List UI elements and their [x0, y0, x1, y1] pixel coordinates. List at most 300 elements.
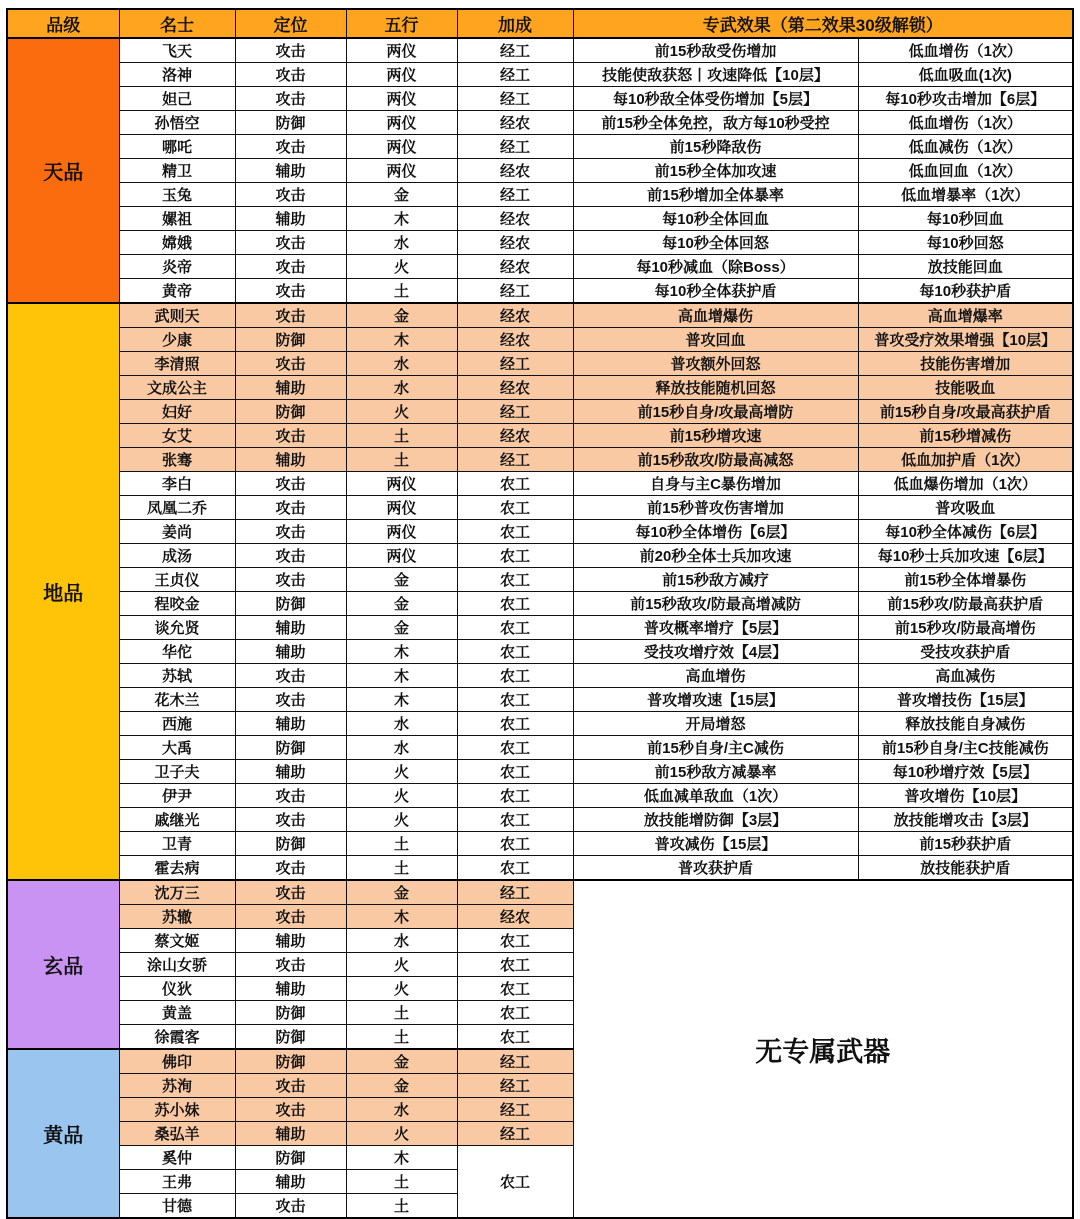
name-cell: 沈万三	[119, 880, 235, 905]
effect1-cell: 普攻概率增疗【5层】	[573, 616, 858, 640]
element-cell: 两仪	[346, 520, 457, 544]
element-cell: 土	[346, 1194, 457, 1219]
effect1-cell: 前15秒普攻伤害增加	[573, 496, 858, 520]
table-row	[7, 712, 1073, 736]
effect1-cell: 前15秒降敌伤	[573, 135, 858, 159]
element-cell: 金	[346, 616, 457, 640]
effect2-cell: 普攻受疗效果增强【10层】	[858, 328, 1073, 352]
name-cell: 姜尚	[119, 520, 235, 544]
header-name: 名士	[119, 9, 235, 38]
table-row	[7, 616, 1073, 640]
table-row	[7, 183, 1073, 207]
effect2-cell: 前15秒增减伤	[858, 424, 1073, 448]
element-cell: 火	[346, 255, 457, 279]
element-cell: 木	[346, 207, 457, 231]
effect1-cell: 每10秒全体获护盾	[573, 279, 858, 304]
table-row	[7, 448, 1073, 472]
table-row	[7, 255, 1073, 279]
effect2-cell: 释放技能自身减伤	[858, 712, 1073, 736]
name-cell: 卫青	[119, 832, 235, 856]
name-cell: 成汤	[119, 544, 235, 568]
effect1-cell: 每10秒全体回血	[573, 207, 858, 231]
tier-cell: 天品	[7, 38, 119, 303]
role-cell: 攻击	[235, 1074, 346, 1098]
effect2-cell: 前15秒攻/防最高增伤	[858, 616, 1073, 640]
effect2-cell: 高血增爆率	[858, 303, 1073, 328]
table-row	[7, 352, 1073, 376]
bonus-cell: 经农	[457, 111, 573, 135]
effect2-cell: 每10秒增疗效【5层】	[858, 760, 1073, 784]
role-cell: 辅助	[235, 1122, 346, 1146]
header-bonus: 加成	[457, 9, 573, 38]
name-cell: 戚继光	[119, 808, 235, 832]
role-cell: 攻击	[235, 1194, 346, 1219]
bonus-cell: 农工	[457, 784, 573, 808]
effect2-cell: 放技能回血	[858, 255, 1073, 279]
role-cell: 攻击	[235, 664, 346, 688]
effect2-cell: 受技攻获护盾	[858, 640, 1073, 664]
name-cell: 苏小妹	[119, 1098, 235, 1122]
bonus-cell: 农工	[457, 856, 573, 881]
role-cell: 攻击	[235, 496, 346, 520]
role-cell: 攻击	[235, 63, 346, 87]
bonus-cell: 农工	[457, 544, 573, 568]
element-cell: 两仪	[346, 544, 457, 568]
role-cell: 攻击	[235, 231, 346, 255]
table-row	[7, 520, 1073, 544]
role-cell: 辅助	[235, 760, 346, 784]
bonus-cell: 农工	[457, 664, 573, 688]
bonus-cell: 经农	[457, 376, 573, 400]
name-cell: 蔡文姬	[119, 929, 235, 953]
table-row	[7, 688, 1073, 712]
effect1-cell: 前15秒增攻速	[573, 424, 858, 448]
effect1-cell: 前15秒自身/攻最高增防	[573, 400, 858, 424]
element-cell: 金	[346, 592, 457, 616]
role-cell: 攻击	[235, 38, 346, 63]
role-cell: 辅助	[235, 977, 346, 1001]
name-cell: 飞天	[119, 38, 235, 63]
role-cell: 防御	[235, 736, 346, 760]
table-row	[7, 496, 1073, 520]
table-row	[7, 279, 1073, 304]
name-cell: 大禹	[119, 736, 235, 760]
role-cell: 攻击	[235, 905, 346, 929]
name-cell: 洛神	[119, 63, 235, 87]
role-cell: 防御	[235, 1049, 346, 1074]
name-cell: 西施	[119, 712, 235, 736]
name-cell: 苏轼	[119, 664, 235, 688]
name-cell: 涂山女骄	[119, 953, 235, 977]
element-cell: 土	[346, 1170, 457, 1194]
table-row	[7, 784, 1073, 808]
element-cell: 火	[346, 1122, 457, 1146]
role-cell: 防御	[235, 592, 346, 616]
role-cell: 攻击	[235, 544, 346, 568]
effect1-cell: 释放技能随机回怒	[573, 376, 858, 400]
header-weapon-effect: 专武效果（第二效果30级解锁）	[573, 9, 1073, 38]
bonus-cell: 经农	[457, 159, 573, 183]
effect2-cell: 低血增伤（1次）	[858, 38, 1073, 63]
bonus-cell: 经工	[457, 38, 573, 63]
name-cell: 佛印	[119, 1049, 235, 1074]
role-cell: 辅助	[235, 159, 346, 183]
name-cell: 玉兔	[119, 183, 235, 207]
role-cell: 防御	[235, 1025, 346, 1050]
element-cell: 木	[346, 905, 457, 929]
element-cell: 金	[346, 568, 457, 592]
element-cell: 土	[346, 424, 457, 448]
effect2-cell: 前15秒自身/主C技能减伤	[858, 736, 1073, 760]
name-cell: 张骞	[119, 448, 235, 472]
effect2-cell: 技能伤害增加	[858, 352, 1073, 376]
name-cell: 卫子夫	[119, 760, 235, 784]
table-row	[7, 760, 1073, 784]
table-row	[7, 400, 1073, 424]
effect1-cell: 开局增怒	[573, 712, 858, 736]
bonus-cell: 农工	[457, 953, 573, 977]
table-row	[7, 159, 1073, 183]
effect1-cell: 前15秒敌方减疗	[573, 568, 858, 592]
role-cell: 攻击	[235, 856, 346, 881]
effect2-cell: 每10秒回血	[858, 207, 1073, 231]
bonus-cell: 农工	[457, 736, 573, 760]
table-row	[7, 592, 1073, 616]
table-row	[7, 808, 1073, 832]
role-cell: 攻击	[235, 255, 346, 279]
role-cell: 攻击	[235, 424, 346, 448]
role-cell: 防御	[235, 1146, 346, 1170]
effect1-cell: 前15秒敌攻/防最高减怒	[573, 448, 858, 472]
bonus-cell: 经农	[457, 207, 573, 231]
role-cell: 辅助	[235, 448, 346, 472]
bonus-cell: 农工	[457, 929, 573, 953]
name-cell: 嫘祖	[119, 207, 235, 231]
table-row	[7, 207, 1073, 231]
name-cell: 花木兰	[119, 688, 235, 712]
element-cell: 两仪	[346, 63, 457, 87]
effect2-cell: 低血减伤（1次）	[858, 135, 1073, 159]
bonus-cell: 农工	[457, 592, 573, 616]
table-body	[7, 38, 1073, 1218]
element-cell: 金	[346, 880, 457, 905]
name-cell: 甘德	[119, 1194, 235, 1219]
name-cell: 凤凰二乔	[119, 496, 235, 520]
effect1-cell: 前15秒敌受伤增加	[573, 38, 858, 63]
effect2-cell: 前15秒自身/攻最高获护盾	[858, 400, 1073, 424]
effect1-cell: 高血增伤	[573, 664, 858, 688]
name-cell: 王贞仪	[119, 568, 235, 592]
role-cell: 攻击	[235, 352, 346, 376]
element-cell: 两仪	[346, 135, 457, 159]
bonus-cell: 农工	[457, 640, 573, 664]
role-cell: 攻击	[235, 953, 346, 977]
effect2-cell: 低血吸血(1次)	[858, 63, 1073, 87]
role-cell: 攻击	[235, 808, 346, 832]
role-cell: 防御	[235, 400, 346, 424]
bonus-cell: 经工	[457, 448, 573, 472]
effect2-cell: 前15秒攻/防最高获护盾	[858, 592, 1073, 616]
effect2-cell: 每10秒全体减伤【6层】	[858, 520, 1073, 544]
name-cell: 苏洵	[119, 1074, 235, 1098]
effect1-cell: 前15秒自身/主C减伤	[573, 736, 858, 760]
bonus-cell: 经工	[457, 279, 573, 304]
bonus-cell: 经工	[457, 352, 573, 376]
name-cell: 程咬金	[119, 592, 235, 616]
table-row	[7, 640, 1073, 664]
table-row	[7, 328, 1073, 352]
role-cell: 辅助	[235, 712, 346, 736]
bonus-cell: 经农	[457, 231, 573, 255]
table-row	[7, 231, 1073, 255]
effect1-cell: 前15秒敌攻/防最高增减防	[573, 592, 858, 616]
role-cell: 辅助	[235, 376, 346, 400]
bonus-cell: 农工	[457, 496, 573, 520]
effect1-cell: 普攻增攻速【15层】	[573, 688, 858, 712]
role-cell: 攻击	[235, 520, 346, 544]
element-cell: 水	[346, 376, 457, 400]
bonus-cell: 农工	[457, 808, 573, 832]
element-cell: 土	[346, 448, 457, 472]
table-row	[7, 38, 1073, 63]
bonus-cell: 农工	[457, 760, 573, 784]
element-cell: 土	[346, 1001, 457, 1025]
element-cell: 两仪	[346, 496, 457, 520]
effect1-cell: 每10秒全体回怒	[573, 231, 858, 255]
name-cell: 苏辙	[119, 905, 235, 929]
role-cell: 攻击	[235, 1098, 346, 1122]
table-row	[7, 135, 1073, 159]
element-cell: 木	[346, 688, 457, 712]
bonus-cell: 农工	[457, 568, 573, 592]
element-cell: 火	[346, 977, 457, 1001]
effect1-cell: 高血增爆伤	[573, 303, 858, 328]
role-cell: 防御	[235, 328, 346, 352]
role-cell: 攻击	[235, 568, 346, 592]
role-cell: 辅助	[235, 616, 346, 640]
element-cell: 两仪	[346, 38, 457, 63]
role-cell: 攻击	[235, 279, 346, 304]
effect2-cell: 每10秒回怒	[858, 231, 1073, 255]
name-cell: 王弗	[119, 1170, 235, 1194]
tier-cell: 黄品	[7, 1049, 119, 1218]
effect2-cell: 低血增伤（1次）	[858, 111, 1073, 135]
element-cell: 火	[346, 760, 457, 784]
element-cell: 土	[346, 856, 457, 881]
effect2-cell: 低血回血（1次）	[858, 159, 1073, 183]
bonus-cell: 经工	[457, 880, 573, 905]
element-cell: 水	[346, 929, 457, 953]
effect1-cell: 前15秒增加全体暴率	[573, 183, 858, 207]
name-cell: 桑弘羊	[119, 1122, 235, 1146]
element-cell: 水	[346, 352, 457, 376]
name-cell: 孙悟空	[119, 111, 235, 135]
tier-cell: 玄品	[7, 880, 119, 1049]
name-cell: 妲己	[119, 87, 235, 111]
tier-cell: 地品	[7, 303, 119, 880]
name-cell: 文成公主	[119, 376, 235, 400]
element-cell: 水	[346, 231, 457, 255]
name-cell: 李白	[119, 472, 235, 496]
effect2-cell: 低血加护盾（1次）	[858, 448, 1073, 472]
effect1-cell: 每10秒敌全体受伤增加【5层】	[573, 87, 858, 111]
bonus-cell: 农工	[457, 977, 573, 1001]
effect1-cell: 普攻减伤【15层】	[573, 832, 858, 856]
table-row	[7, 111, 1073, 135]
name-cell: 妇好	[119, 400, 235, 424]
role-cell: 防御	[235, 1001, 346, 1025]
effect2-cell: 普攻吸血	[858, 496, 1073, 520]
element-cell: 火	[346, 784, 457, 808]
bonus-cell: 经农	[457, 255, 573, 279]
effect1-cell: 受技攻增疗效【4层】	[573, 640, 858, 664]
element-cell: 水	[346, 1098, 457, 1122]
bonus-cell: 经工	[457, 183, 573, 207]
name-cell: 仪狄	[119, 977, 235, 1001]
effect2-cell: 每10秒攻击增加【6层】	[858, 87, 1073, 111]
name-cell: 黄盖	[119, 1001, 235, 1025]
effect1-cell: 前20秒全体士兵加攻速	[573, 544, 858, 568]
element-cell: 金	[346, 183, 457, 207]
effect2-cell: 低血爆伤增加（1次）	[858, 472, 1073, 496]
effect2-cell: 普攻增技伤【15层】	[858, 688, 1073, 712]
element-cell: 金	[346, 303, 457, 328]
effect2-cell: 低血增暴率（1次）	[858, 183, 1073, 207]
table-row	[7, 832, 1073, 856]
name-cell: 霍去病	[119, 856, 235, 881]
table-row	[7, 568, 1073, 592]
role-cell: 防御	[235, 111, 346, 135]
name-cell: 徐霞客	[119, 1025, 235, 1050]
effect2-cell: 高血减伤	[858, 664, 1073, 688]
element-cell: 金	[346, 1074, 457, 1098]
table-row	[7, 424, 1073, 448]
bonus-cell: 经工	[457, 1074, 573, 1098]
table-row	[7, 856, 1073, 881]
element-cell: 两仪	[346, 472, 457, 496]
effect2-cell: 放技能增攻击【3层】	[858, 808, 1073, 832]
role-cell: 攻击	[235, 688, 346, 712]
hero-weapon-table	[6, 8, 1074, 1219]
table-row	[7, 63, 1073, 87]
bonus-cell: 经农	[457, 424, 573, 448]
effect1-cell: 每10秒减血（除Boss）	[573, 255, 858, 279]
bonus-cell: 经工	[457, 63, 573, 87]
name-cell: 华佗	[119, 640, 235, 664]
table-row	[7, 87, 1073, 111]
element-cell: 火	[346, 953, 457, 977]
bonus-cell: 经工	[457, 1098, 573, 1122]
name-cell: 精卫	[119, 159, 235, 183]
element-cell: 木	[346, 640, 457, 664]
name-cell: 武则天	[119, 303, 235, 328]
name-cell: 黄帝	[119, 279, 235, 304]
effect1-cell: 技能使敌获怒丨攻速降低【10层】	[573, 63, 858, 87]
role-cell: 辅助	[235, 207, 346, 231]
name-cell: 伊尹	[119, 784, 235, 808]
bonus-cell: 农工	[457, 520, 573, 544]
effect1-cell: 自身与主C暴伤增加	[573, 472, 858, 496]
bonus-cell: 经农	[457, 328, 573, 352]
bonus-cell: 农工	[457, 1001, 573, 1025]
element-cell: 土	[346, 832, 457, 856]
table-row	[7, 303, 1073, 328]
bonus-cell: 农工	[457, 1146, 573, 1219]
element-cell: 木	[346, 664, 457, 688]
effect1-cell: 放技能增防御【3层】	[573, 808, 858, 832]
role-cell: 防御	[235, 832, 346, 856]
bonus-cell: 农工	[457, 688, 573, 712]
role-cell: 攻击	[235, 472, 346, 496]
name-cell: 女艾	[119, 424, 235, 448]
bonus-cell: 农工	[457, 712, 573, 736]
effect1-cell: 普攻获护盾	[573, 856, 858, 881]
no-weapon-cell: 无专属武器	[573, 880, 1073, 1218]
effect1-cell: 每10秒全体增伤【6层】	[573, 520, 858, 544]
name-cell: 哪吒	[119, 135, 235, 159]
bonus-cell: 经农	[457, 303, 573, 328]
table-row	[7, 736, 1073, 760]
bonus-cell: 经工	[457, 400, 573, 424]
bonus-cell: 经工	[457, 1122, 573, 1146]
role-cell: 攻击	[235, 183, 346, 207]
element-cell: 火	[346, 808, 457, 832]
effect2-cell: 每10秒士兵加攻速【6层】	[858, 544, 1073, 568]
role-cell: 攻击	[235, 87, 346, 111]
bonus-cell: 经农	[457, 905, 573, 929]
bonus-cell: 农工	[457, 472, 573, 496]
effect2-cell: 技能吸血	[858, 376, 1073, 400]
element-cell: 木	[346, 1146, 457, 1170]
effect2-cell: 放技能获护盾	[858, 856, 1073, 881]
table-row	[7, 544, 1073, 568]
name-cell: 谈允贤	[119, 616, 235, 640]
effect1-cell: 普攻回血	[573, 328, 858, 352]
effect1-cell: 低血减单敌血（1次）	[573, 784, 858, 808]
table-row	[7, 376, 1073, 400]
element-cell: 火	[346, 400, 457, 424]
effect1-cell: 前15秒敌方减暴率	[573, 760, 858, 784]
effect2-cell: 每10秒获护盾	[858, 279, 1073, 304]
bonus-cell: 经工	[457, 1049, 573, 1074]
element-cell: 两仪	[346, 87, 457, 111]
bonus-cell: 农工	[457, 1025, 573, 1050]
role-cell: 攻击	[235, 303, 346, 328]
element-cell: 土	[346, 1025, 457, 1050]
header-role: 定位	[235, 9, 346, 38]
name-cell: 李清照	[119, 352, 235, 376]
role-cell: 辅助	[235, 1170, 346, 1194]
effect2-cell: 前15秒全体增暴伤	[858, 568, 1073, 592]
effect1-cell: 前15秒全体加攻速	[573, 159, 858, 183]
table-row	[7, 664, 1073, 688]
table-row	[7, 472, 1073, 496]
header-tier: 品级	[7, 9, 119, 38]
header-row	[7, 9, 1073, 38]
element-cell: 木	[346, 328, 457, 352]
bonus-cell: 农工	[457, 832, 573, 856]
element-cell: 两仪	[346, 159, 457, 183]
bonus-cell: 经工	[457, 135, 573, 159]
role-cell: 辅助	[235, 640, 346, 664]
role-cell: 攻击	[235, 135, 346, 159]
name-cell: 炎帝	[119, 255, 235, 279]
role-cell: 攻击	[235, 784, 346, 808]
element-cell: 土	[346, 279, 457, 304]
role-cell: 辅助	[235, 929, 346, 953]
element-cell: 两仪	[346, 111, 457, 135]
bonus-cell: 农工	[457, 616, 573, 640]
